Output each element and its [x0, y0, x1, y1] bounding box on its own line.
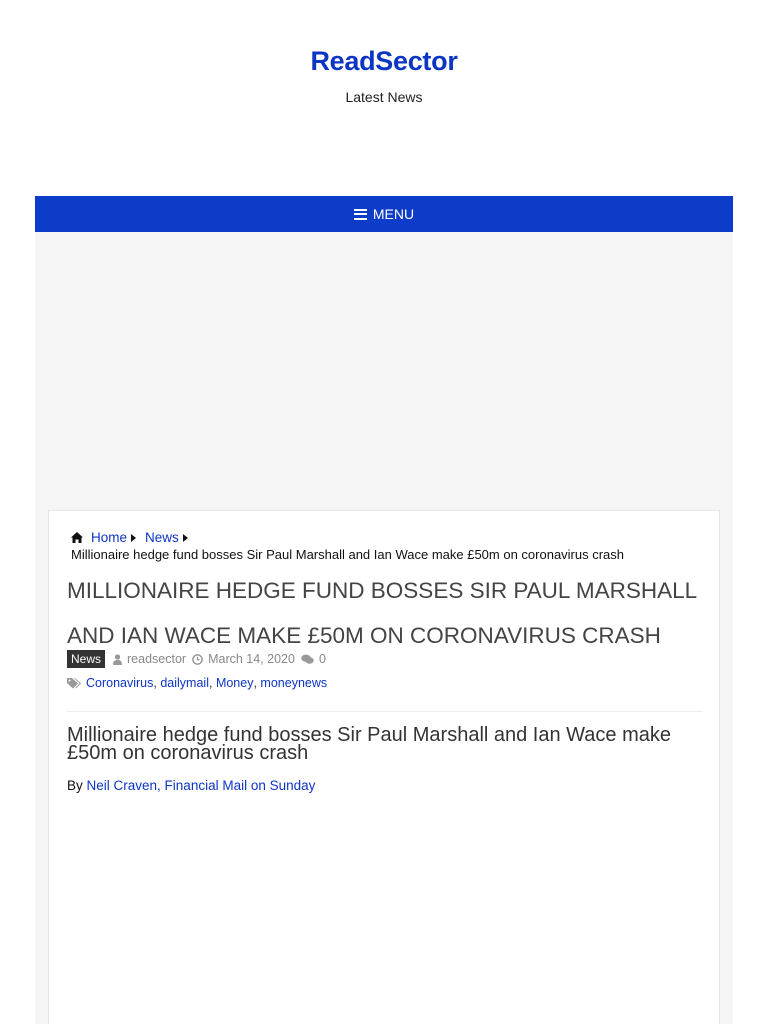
- post-date: March 14, 2020: [208, 652, 295, 666]
- tag-separator: ,: [153, 676, 161, 690]
- article-meta: [67, 649, 332, 669]
- breadcrumb-current: Millionaire hedge fund bosses Sir Paul Marshall and Ian Wace make £50m on coronavirus crash: [71, 547, 625, 562]
- tag-link[interactable]: moneynews: [260, 676, 328, 690]
- article-card: [48, 510, 720, 1024]
- site-tagline: Latest News: [345, 89, 423, 105]
- author-name: readsector: [127, 652, 187, 666]
- breadcrumb-home-link[interactable]: Home: [91, 530, 128, 545]
- article-heading: Millionaire hedge fund bosses Sir Paul Marshall and Ian Wace make £50m on coronavirus crash: [67, 724, 672, 764]
- byline-author-link[interactable]: Neil Craven, Financial Mail on Sunday: [86, 778, 316, 793]
- clock-icon: [192, 654, 203, 665]
- menu-label: MENU: [372, 206, 415, 222]
- category-badge[interactable]: News: [67, 650, 105, 668]
- byline-prefix: By: [67, 778, 83, 793]
- site-title[interactable]: ReadSector: [310, 46, 458, 76]
- user-icon: [113, 654, 122, 665]
- comments-icon: [301, 654, 314, 665]
- comment-count[interactable]: 0: [318, 652, 326, 666]
- tag-link[interactable]: Coronavirus: [86, 676, 154, 690]
- breadcrumb-news-link[interactable]: News: [145, 530, 179, 545]
- divider: [67, 711, 703, 712]
- article-tags: [67, 676, 327, 690]
- breadcrumb: [71, 529, 711, 563]
- breadcrumb-separator-icon: [183, 534, 188, 542]
- menu-toggle-button[interactable]: [35, 196, 733, 232]
- tag-link[interactable]: dailymail: [160, 676, 209, 690]
- breadcrumb-separator-icon: [131, 534, 136, 542]
- byline: [67, 778, 315, 793]
- hamburger-icon: [354, 209, 367, 220]
- site-header: [0, 0, 768, 196]
- tags-icon: [67, 678, 81, 689]
- home-icon: [71, 532, 83, 543]
- article-title: MILLIONAIRE HEDGE FUND BOSSES SIR PAUL MARSHALL AND IAN WACE MAKE £50M ON CORONAVIRUS CRASH: [67, 578, 697, 648]
- tag-link[interactable]: Money: [215, 676, 254, 690]
- tag-separator: ,: [253, 676, 261, 690]
- tag-separator: ,: [208, 676, 216, 690]
